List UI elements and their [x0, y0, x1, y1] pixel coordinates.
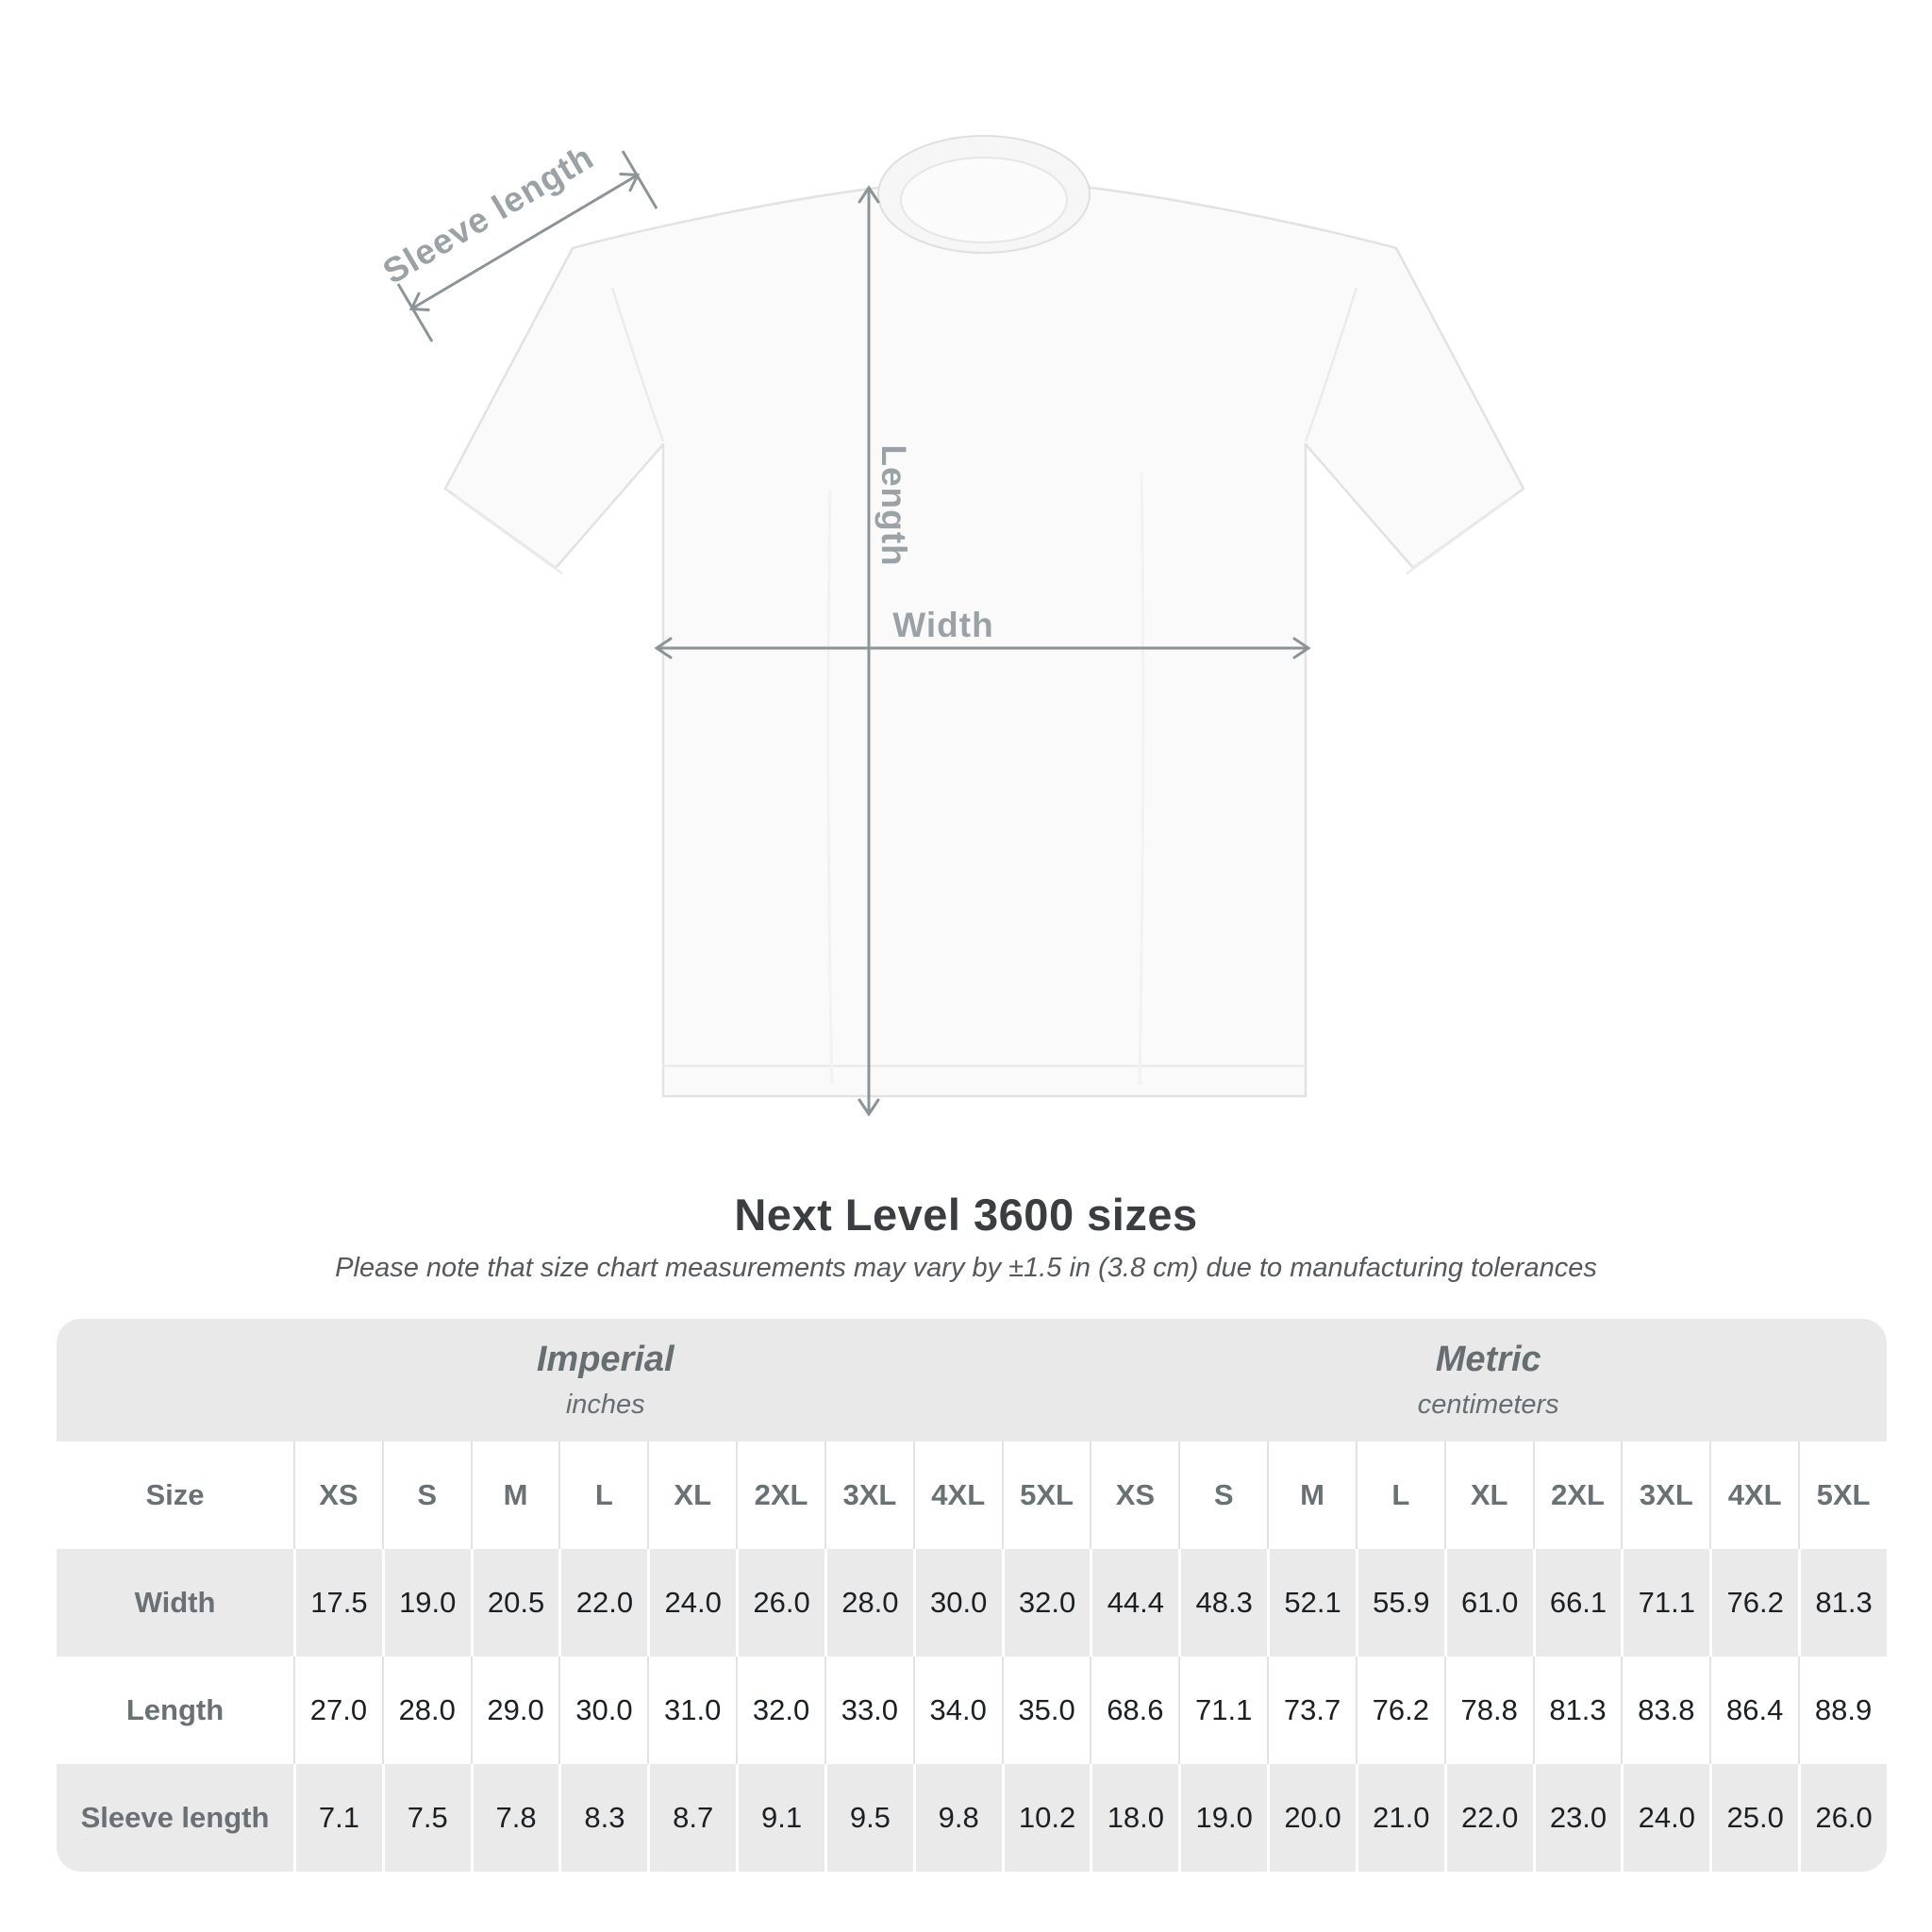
size-header: 4XL [1709, 1441, 1798, 1549]
size-header: 3XL [824, 1441, 913, 1549]
metric-group-header [1090, 1319, 1887, 1441]
size-header: L [1356, 1441, 1444, 1549]
size-table-container [57, 1319, 1887, 1872]
width-value: 55.9 [1356, 1549, 1444, 1657]
length-value: 81.3 [1533, 1657, 1622, 1764]
length-row [57, 1657, 1887, 1764]
length-value: 32.0 [736, 1657, 824, 1764]
unit-group-row [57, 1319, 1887, 1441]
width-value: 22.0 [558, 1549, 647, 1657]
size-header: 4XL [913, 1441, 1002, 1549]
sleeve-value: 23.0 [1533, 1764, 1622, 1872]
size-header: L [558, 1441, 647, 1549]
metric-unit: centimeters [1417, 1390, 1559, 1421]
size-header: 2XL [1533, 1441, 1622, 1549]
sleeve-value: 7.5 [382, 1764, 471, 1872]
sleeve-value: 8.7 [647, 1764, 736, 1872]
sleeve-length-label: Sleeve length [375, 137, 601, 291]
collar-inner [901, 158, 1067, 242]
sleeve-value: 9.1 [736, 1764, 824, 1872]
size-header: XL [1444, 1441, 1533, 1549]
length-value: 76.2 [1356, 1657, 1444, 1764]
length-value: 78.8 [1444, 1657, 1533, 1764]
length-value: 88.9 [1798, 1657, 1887, 1764]
size-header: 3XL [1621, 1441, 1709, 1549]
size-header: 5XL [1002, 1441, 1091, 1549]
row-label: Length [57, 1657, 293, 1764]
length-value: 28.0 [382, 1657, 471, 1764]
width-value: 20.5 [471, 1549, 559, 1657]
width-row [57, 1549, 1887, 1657]
length-value: 68.6 [1090, 1657, 1178, 1764]
sleeve-value: 26.0 [1798, 1764, 1887, 1872]
length-value: 86.4 [1709, 1657, 1798, 1764]
length-value: 27.0 [293, 1657, 382, 1764]
sleeve-value: 7.8 [471, 1764, 559, 1872]
size-table [57, 1319, 1887, 1872]
sleeve-value: 18.0 [1090, 1764, 1178, 1872]
length-value: 30.0 [558, 1657, 647, 1764]
size-header: XS [293, 1441, 382, 1549]
width-label: Width [892, 606, 994, 644]
sleeve-length-row [57, 1764, 1887, 1872]
size-header: M [1267, 1441, 1356, 1549]
width-value: 61.0 [1444, 1549, 1533, 1657]
sleeve-value: 24.0 [1621, 1764, 1709, 1872]
width-value: 24.0 [647, 1549, 736, 1657]
length-value: 34.0 [913, 1657, 1002, 1764]
width-value: 66.1 [1533, 1549, 1622, 1657]
length-value: 35.0 [1002, 1657, 1091, 1764]
size-header: XS [1090, 1441, 1178, 1549]
width-value: 81.3 [1798, 1549, 1887, 1657]
length-value: 71.1 [1178, 1657, 1267, 1764]
sleeve-value: 8.3 [558, 1764, 647, 1872]
width-value: 17.5 [293, 1549, 382, 1657]
width-value: 71.1 [1621, 1549, 1709, 1657]
width-value: 26.0 [736, 1549, 824, 1657]
sleeve-value: 20.0 [1267, 1764, 1356, 1872]
size-column-header: Size [57, 1441, 293, 1549]
sleeve-value: 9.8 [913, 1764, 1002, 1872]
width-value: 28.0 [824, 1549, 913, 1657]
sleeve-value: 22.0 [1444, 1764, 1533, 1872]
width-value: 52.1 [1267, 1549, 1356, 1657]
imperial-label: Imperial [536, 1339, 675, 1379]
sleeve-value: 25.0 [1709, 1764, 1798, 1872]
tolerance-note: Please note that size chart measurements may vary by ±1.5 in (3.8 cm) due to manufacturing tolerances [335, 1253, 1597, 1283]
width-value: 30.0 [913, 1549, 1002, 1657]
length-value: 73.7 [1267, 1657, 1356, 1764]
width-value: 32.0 [1002, 1549, 1091, 1657]
width-value: 19.0 [382, 1549, 471, 1657]
size-header: XL [647, 1441, 736, 1549]
row-label: Sleeve length [57, 1764, 293, 1872]
size-header: M [471, 1441, 559, 1549]
width-value: 48.3 [1178, 1549, 1267, 1657]
sleeve-tick-start [398, 284, 432, 341]
size-header-row [57, 1441, 1887, 1549]
length-value: 83.8 [1621, 1657, 1709, 1764]
imperial-unit: inches [565, 1390, 645, 1421]
imperial-group-header [57, 1319, 1090, 1441]
row-label: Width [57, 1549, 293, 1657]
length-label: Length [874, 444, 913, 567]
page-title: Next Level 3600 sizes [734, 1190, 1198, 1240]
size-header: 5XL [1798, 1441, 1887, 1549]
sleeve-value: 10.2 [1002, 1764, 1091, 1872]
sleeve-value: 7.1 [293, 1764, 382, 1872]
sleeve-value: 21.0 [1356, 1764, 1444, 1872]
metric-label: Metric [1435, 1339, 1541, 1379]
length-value: 33.0 [824, 1657, 913, 1764]
size-header: S [1178, 1441, 1267, 1549]
length-value: 31.0 [647, 1657, 736, 1764]
size-header: S [382, 1441, 471, 1549]
size-header: 2XL [736, 1441, 824, 1549]
width-value: 44.4 [1090, 1549, 1178, 1657]
width-value: 76.2 [1709, 1549, 1798, 1657]
sleeve-value: 19.0 [1178, 1764, 1267, 1872]
length-value: 29.0 [471, 1657, 559, 1764]
sleeve-value: 9.5 [824, 1764, 913, 1872]
